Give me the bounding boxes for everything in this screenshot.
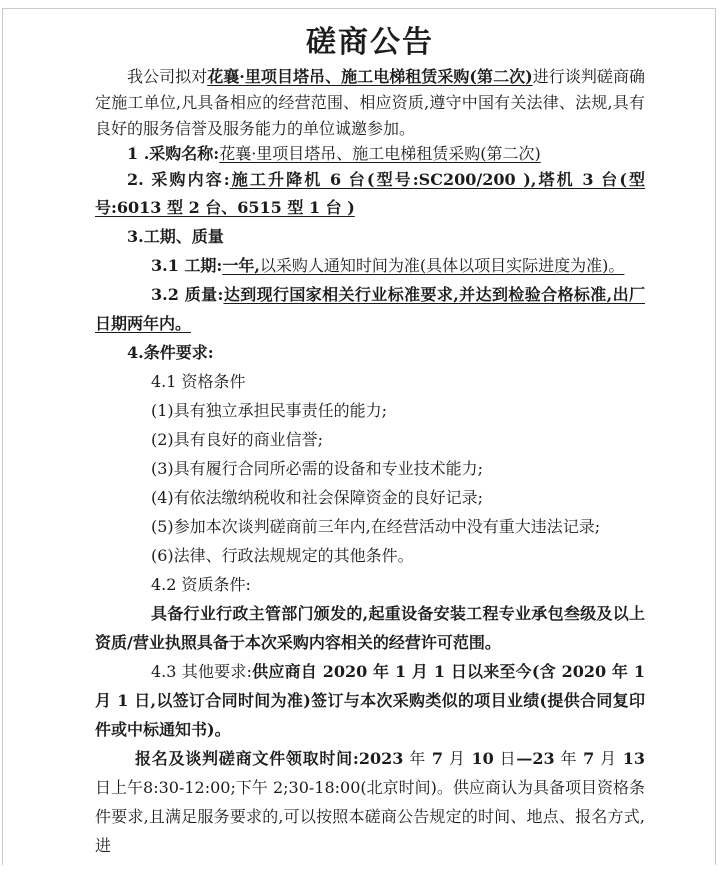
signup-time-paragraph-segment: 13	[622, 749, 645, 768]
signup-time-paragraph-segment: 报名及谈判磋商文件领取时间:	[135, 749, 359, 768]
item-1-procurement-name-segment: 花襄·里项目塔吊、施工电梯租赁采购(第二次)	[219, 144, 541, 163]
condition-6	[95, 541, 645, 570]
item-1-procurement-name-segment: 1 .采购名称:	[127, 144, 220, 163]
credential-detail	[95, 599, 645, 657]
item-4-1-qualification-conditions-segment: 4.1 资格条件	[151, 372, 246, 391]
item-4-3-other-requirements-segment: 4.3 其他要求:	[151, 662, 252, 681]
signup-time-paragraph-segment: 月	[442, 749, 472, 768]
item-4-3-other-requirements	[95, 657, 645, 744]
condition-2-segment: (2)具有良好的商业信誉;	[151, 430, 324, 449]
signup-time-paragraph-segment: —23	[516, 749, 555, 768]
signup-time-paragraph-segment: 7	[431, 749, 443, 768]
intro-paragraph	[95, 64, 645, 142]
item-3-1-duration-segment: 一年,	[222, 256, 260, 275]
intro-paragraph-segment: 进行谈判磋商确定施工单位,凡具备相应的经营范围、相应资质,遵守中国有关法律、法规,具有良好的服务信誉及服务能力的单位诚邀参加。	[95, 67, 645, 138]
item-4-2-credential-conditions-segment: 4.2 资质条件:	[151, 575, 251, 594]
condition-2	[95, 425, 645, 454]
signup-time-paragraph-segment: 2023	[358, 749, 404, 768]
condition-3	[95, 454, 645, 483]
signup-time-paragraph-segment: 日上午8:30-12:00;下午 2;30-18:00(北京时间)。供应商认为具备项目资格条件要求,且满足服务要求的,可以按照本磋商公告规定的时间、地点、报名方式,进	[95, 778, 645, 855]
signup-time-paragraph-segment: 日	[493, 749, 517, 768]
item-4-3-other-requirements-segment: 供应商自 2020 年 1 月 1 日以来至今(含 2020 年 1 月 1 日,以签订合同时间为准)签订与本次采购类似的项目业绩(提供合同复印件或中标通知书)。	[95, 662, 645, 739]
item-4-condition-requirements-segment: 4.条件要求:	[127, 343, 214, 362]
item-4-1-qualification-conditions	[95, 367, 645, 396]
intro-paragraph-segment: 我公司拟对	[127, 67, 208, 86]
signup-time-paragraph	[95, 744, 645, 860]
document-body	[95, 64, 645, 860]
item-3-2-quality-segment: 达到现行国家相关行业标准要求,并达到检验合格标准,出厂日期两年内。	[95, 285, 645, 333]
condition-6-segment: (6)法律、行政法规规定的其他条件。	[151, 546, 414, 565]
item-4-condition-requirements	[95, 338, 645, 367]
signup-time-paragraph-segment: 7	[583, 749, 595, 768]
item-3-2-quality-segment: 3.2 质量:	[151, 285, 224, 304]
item-3-1-duration-segment: 以采购人通知时间为准(具体以项目实际进度为准)。	[259, 256, 625, 275]
signup-time-paragraph-segment: 10	[471, 749, 494, 768]
item-2-procurement-content-segment: 施工升降机 6 台(型号:SC200/200 ),塔机 3 台(型号:6013 型 2 台、6515 型 1 台 )	[95, 170, 645, 217]
item-3-duration-quality	[95, 222, 645, 251]
item-4-2-credential-conditions	[95, 570, 645, 599]
signup-time-paragraph-segment: 年	[554, 749, 584, 768]
item-1-procurement-name	[95, 142, 645, 166]
item-2-procurement-content-segment: 2. 采购内容:	[127, 170, 230, 189]
item-2-procurement-content	[95, 166, 645, 222]
item-3-2-quality	[95, 280, 645, 338]
credential-detail-segment: 具备行业行政主管部门颁发的,起重设备安装工程专业承包叁级及以上资质/营业执照具备于本次采购内容相关的经营许可范围。	[95, 604, 645, 652]
item-3-1-duration	[95, 251, 645, 280]
condition-4-segment: (4)有依法缴纳税收和社会保障资金的良好记录;	[151, 488, 484, 507]
item-3-duration-quality-segment: 3.工期、质量	[127, 227, 224, 246]
condition-5	[95, 512, 645, 541]
page-title: 磋商公告	[306, 25, 434, 60]
condition-3-segment: (3)具有履行合同所必需的设备和专业技术能力;	[151, 459, 484, 478]
condition-1-segment: (1)具有独立承担民事责任的能力;	[151, 401, 388, 420]
document-content	[3, 22, 715, 860]
condition-1	[95, 396, 645, 425]
item-3-1-duration-segment: 3.1 工期:	[151, 256, 223, 275]
intro-paragraph-segment: 花襄·里项目塔吊、施工电梯租赁采购(第二次)	[207, 67, 533, 86]
signup-time-paragraph-segment: 年	[403, 749, 432, 768]
condition-4	[95, 483, 645, 512]
signup-time-paragraph-segment: 月	[594, 749, 623, 768]
document-page	[2, 8, 716, 865]
condition-5-segment: (5)参加本次谈判磋商前三年内,在经营活动中没有重大违法记录;	[151, 517, 601, 536]
